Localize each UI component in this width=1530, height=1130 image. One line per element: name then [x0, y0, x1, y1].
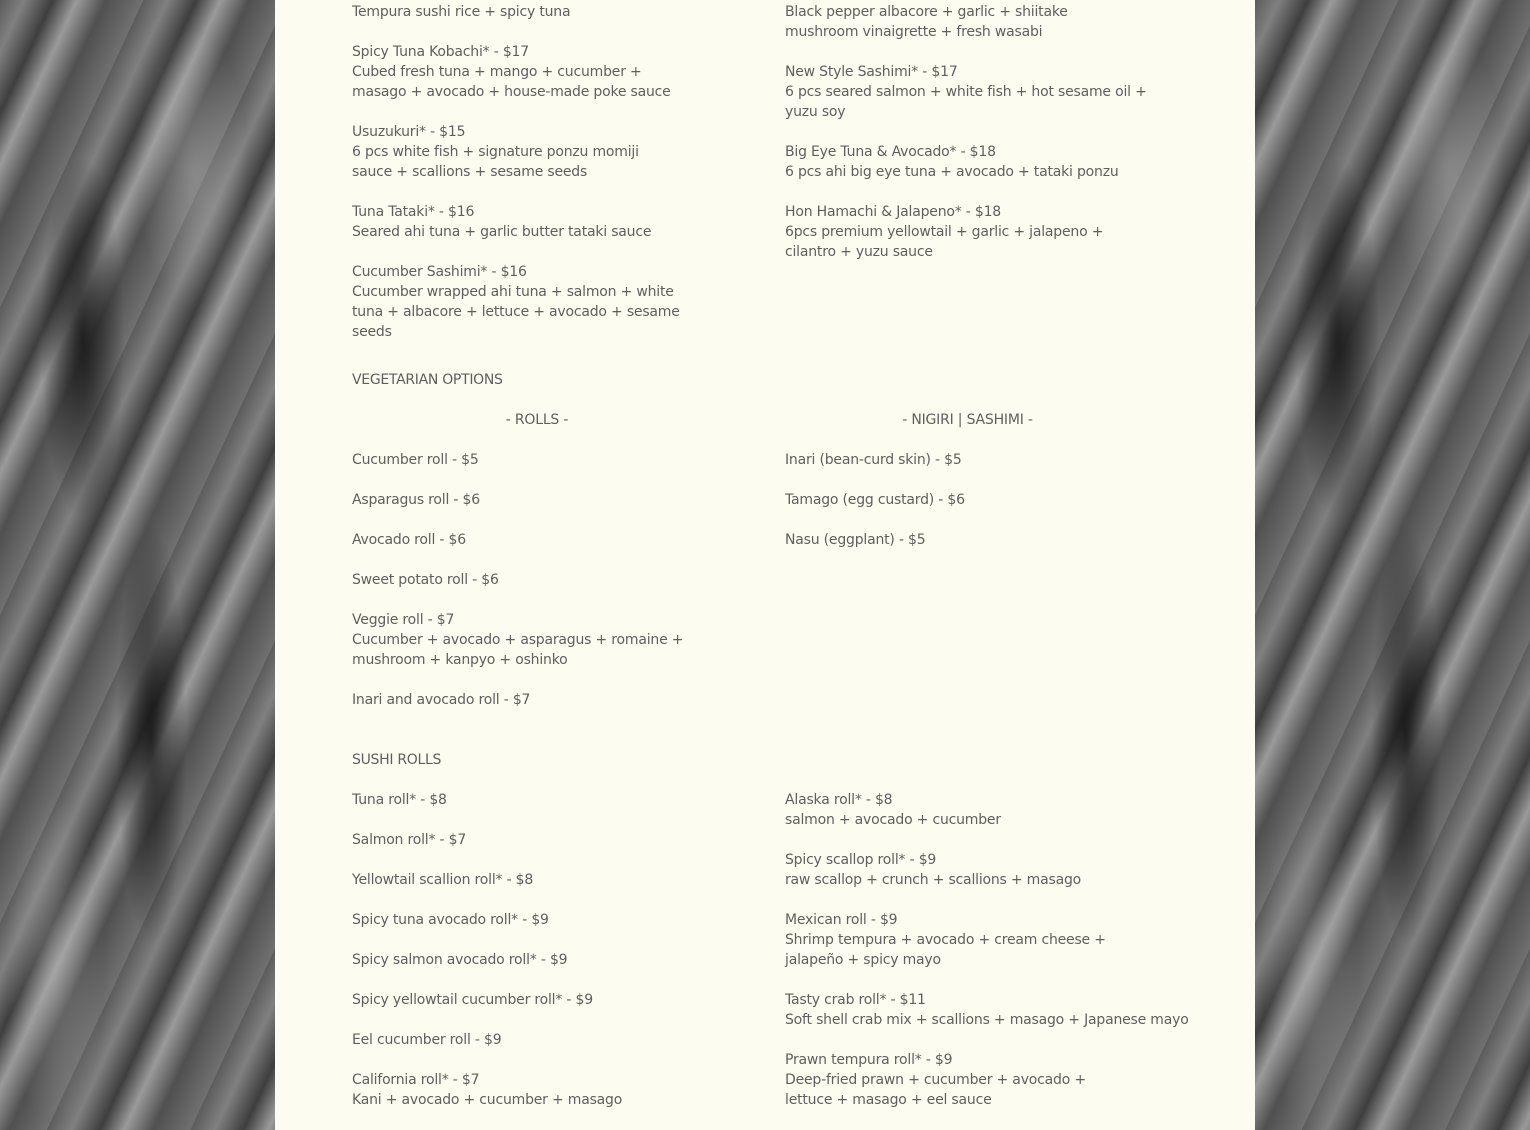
- menu-item-title: Tuna roll* - $8: [352, 792, 447, 808]
- menu-item-desc: Seared ahi tuna + garlic butter tataki sauce: [352, 224, 652, 240]
- menu-item-title: Spicy scallop roll* - $9: [785, 852, 937, 868]
- menu-item-desc: Cucumber + avocado + asparagus + romaine + mushroom + kanpyo + oshinko: [352, 632, 684, 668]
- menu-item-title: Tamago (egg custard) - $6: [785, 492, 965, 508]
- rock-background-right: [1255, 0, 1530, 1130]
- menu-item-title: Big Eye Tuna & Avocado* - $18: [785, 144, 996, 160]
- menu-item-title: Spicy yellowtail cucumber roll* - $9: [352, 992, 593, 1008]
- section-heading-vegetarian: VEGETARIAN OPTIONS: [352, 372, 503, 388]
- subheading-nigiri-sashimi: - NIGIRI | SASHIMI -: [902, 412, 1033, 428]
- menu-item-title: New Style Sashimi* - $17: [785, 64, 958, 80]
- menu-item-title: California roll* - $7: [352, 1072, 480, 1088]
- menu-item-desc: Soft shell crab mix + scallions + masago + Japanese mayo: [785, 1012, 1189, 1028]
- menu-item-title: Hon Hamachi & Jalapeno* - $18: [785, 204, 1002, 220]
- menu-item-title: Tasty crab roll* - $11: [785, 992, 926, 1008]
- menu-item-title: Cucumber roll - $5: [352, 452, 479, 468]
- menu-item-desc: 6 pcs ahi big eye tuna + avocado + tataki ponzu: [785, 164, 1119, 180]
- menu-item-desc: Black pepper albacore + garlic + shiitake mushroom vinaigrette + fresh wasabi: [785, 4, 1068, 40]
- menu-item-title: Mexican roll - $9: [785, 912, 898, 928]
- menu-item-desc: 6pcs premium yellowtail + garlic + jalapeno + cilantro + yuzu sauce: [785, 224, 1104, 260]
- menu-item-title: Spicy salmon avocado roll* - $9: [352, 952, 568, 968]
- menu-item-desc: Tempura sushi rice + spicy tuna: [352, 4, 571, 20]
- menu-item-title: Asparagus roll - $6: [352, 492, 480, 508]
- subheading-rolls: - ROLLS -: [505, 412, 569, 428]
- menu-item-desc: 6 pcs seared salmon + white fish + hot sesame oil + yuzu soy: [785, 84, 1147, 120]
- menu-item-desc: Shrimp tempura + avocado + cream cheese + jalapeño + spicy mayo: [785, 932, 1106, 968]
- menu-item-title: Spicy tuna avocado roll* - $9: [352, 912, 549, 928]
- menu-item-title: Usuzukuri* - $15: [352, 124, 466, 140]
- menu-item-title: Sweet potato roll - $6: [352, 572, 499, 588]
- menu-item-desc: salmon + avocado + cucumber: [785, 812, 1001, 828]
- menu-item-desc: Kani + avocado + cucumber + masago: [352, 1092, 623, 1108]
- menu-item-title: Eel cucumber roll - $9: [352, 1032, 502, 1048]
- menu-item-title: Alaska roll* - $8: [785, 792, 893, 808]
- menu-panel: [275, 0, 1255, 1130]
- menu-item-title: Prawn tempura roll* - $9: [785, 1052, 953, 1068]
- menu-item-desc: Deep-fried prawn + cucumber + avocado + lettuce + masago + eel sauce: [785, 1072, 1086, 1108]
- menu-item-title: Veggie roll - $7: [352, 612, 455, 628]
- section-heading-sushi-rolls: SUSHI ROLLS: [352, 752, 442, 768]
- menu-item-title: Inari (bean-curd skin) - $5: [785, 452, 962, 468]
- menu-item-title: Cucumber Sashimi* - $16: [352, 264, 527, 280]
- rock-background-left: [0, 0, 275, 1130]
- menu-item-title: Avocado roll - $6: [352, 532, 466, 548]
- menu-item-title: Spicy Tuna Kobachi* - $17: [352, 44, 529, 60]
- menu-item-desc: Cubed fresh tuna + mango + cucumber + masago + avocado + house-made poke sauce: [352, 64, 671, 100]
- menu-item-desc: raw scallop + crunch + scallions + masago: [785, 872, 1082, 888]
- menu-item-title: Salmon roll* - $7: [352, 832, 467, 848]
- menu-item-title: Inari and avocado roll - $7: [352, 692, 531, 708]
- menu-item-desc: Cucumber wrapped ahi tuna + salmon + white tuna + albacore + lettuce + avocado + sesame seeds: [352, 284, 680, 340]
- menu-item-title: Nasu (eggplant) - $5: [785, 532, 926, 548]
- menu-item-title: Yellowtail scallion roll* - $8: [352, 872, 534, 888]
- menu-item-title: Tuna Tataki* - $16: [352, 204, 475, 220]
- menu-item-desc: 6 pcs white fish + signature ponzu momiji sauce + scallions + sesame seeds: [352, 144, 639, 180]
